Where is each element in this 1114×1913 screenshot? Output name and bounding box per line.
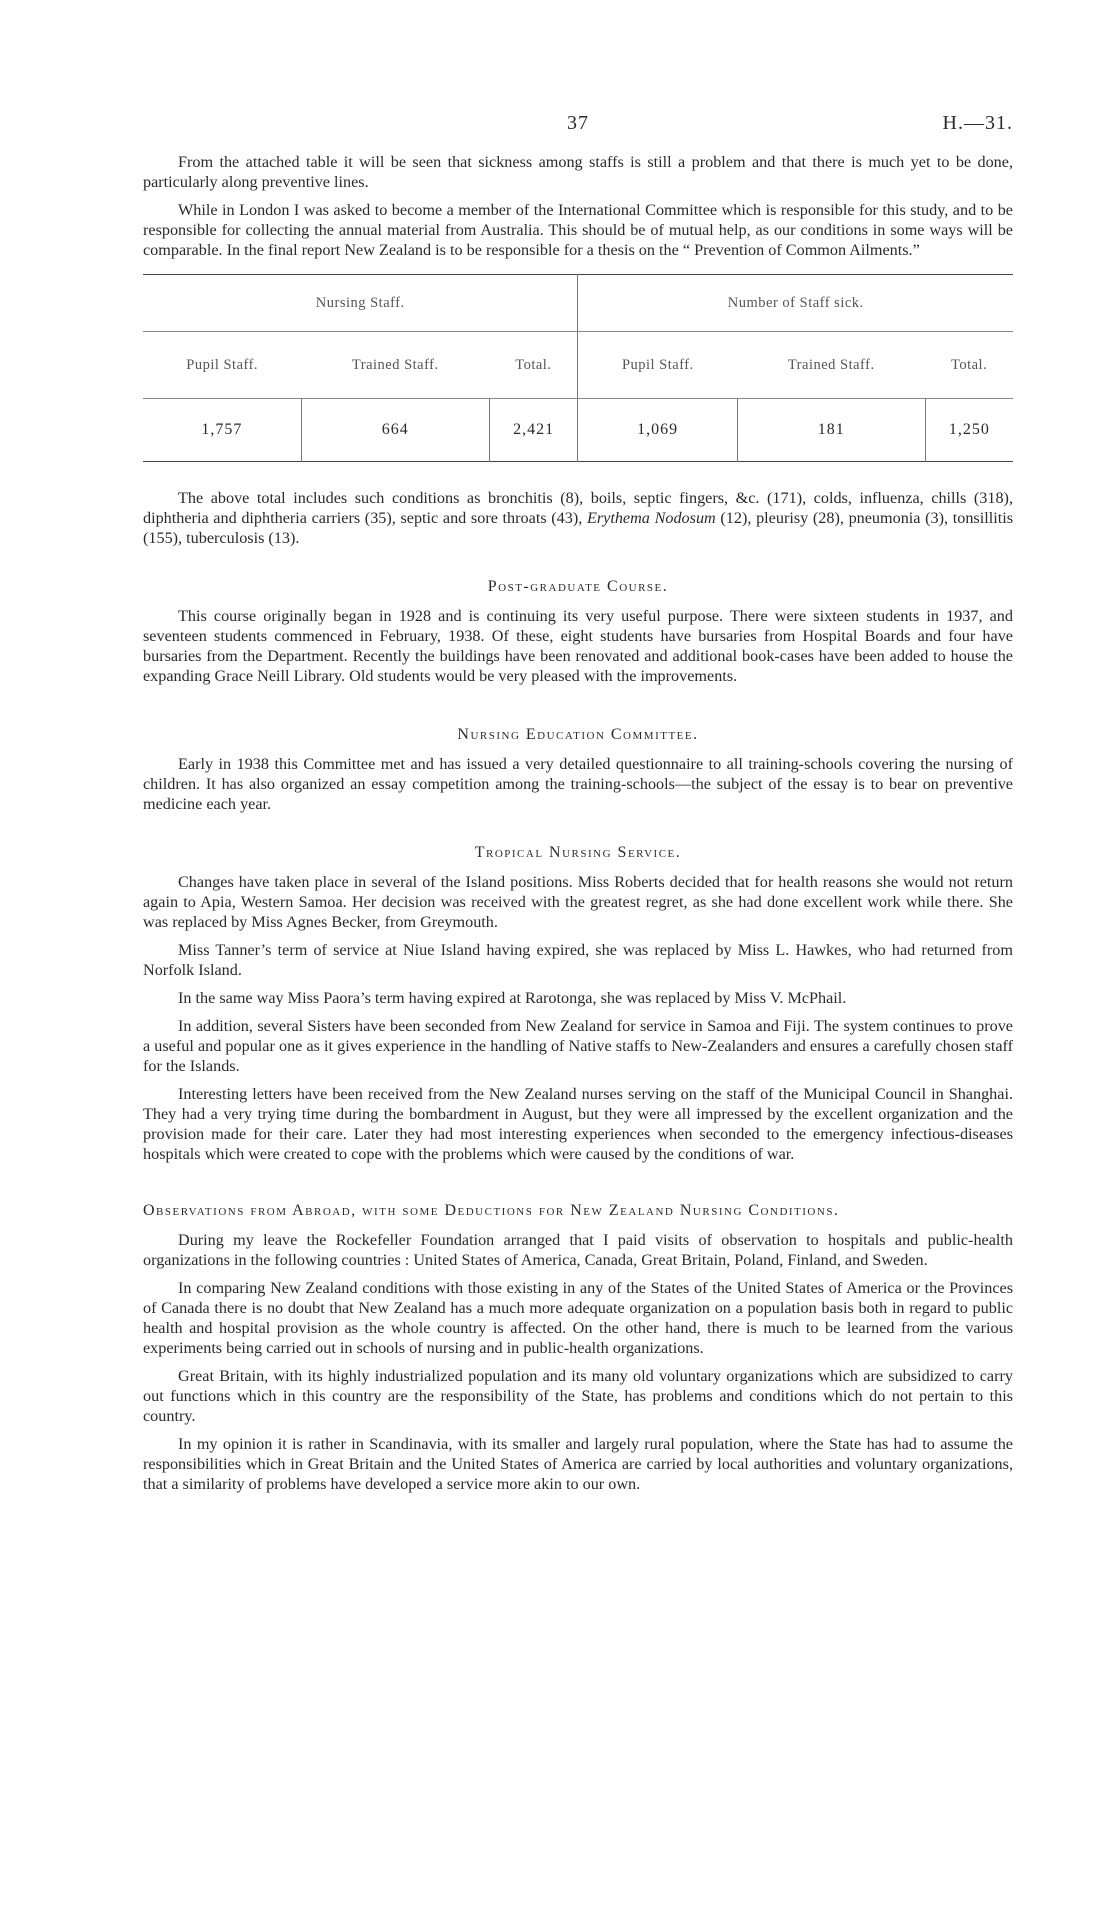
group-header-staff-sick: Number of Staff sick. xyxy=(578,275,1013,332)
column-header: Pupil Staff. xyxy=(143,332,301,399)
column-header: Pupil Staff. xyxy=(578,332,737,399)
table-cell: 1,069 xyxy=(578,399,737,462)
table-note-text-end: (12), pleurisy (28), pneumonia (3), tonsillitis (155), tuberculosis (13). xyxy=(143,509,1014,547)
heading-post-graduate-course: Post-graduate Course. xyxy=(487,578,669,595)
group-header-nursing-staff: Nursing Staff. xyxy=(143,275,578,332)
heading-observations-from-abroad: Observations from Abroad, with some Deductions for New Zealand Nursing Conditions. xyxy=(143,1202,840,1219)
heading-tropical-nursing-service: Tropical Nursing Service. xyxy=(474,844,682,861)
table-note-paragraph xyxy=(143,488,1013,548)
document-page xyxy=(143,112,1013,1502)
tropical-nursing-paragraph-2: Miss Tanner’s term of service at Niue Island having expired, she was replaced by Miss L. Hawkes, who had returned from Norfolk Island. xyxy=(143,941,1013,979)
observations-paragraph-3: Great Britain, with its highly industrialized population and its many old voluntary organizations which are subsidized to carry out functions which in this country are the responsibility of the State, has problems and conditions which do not pertain to this country. xyxy=(143,1367,1013,1425)
table-column-header-row xyxy=(143,332,1013,399)
column-header: Trained Staff. xyxy=(301,332,489,399)
table-note-italic-term: Erythema Nodosum xyxy=(586,509,716,527)
tropical-nursing-paragraph-5: Interesting letters have been received from the New Zealand nurses serving on the staff of the Municipal Council in Shanghai. They had a very trying time during the bombardment in August, but they were all impressed by the excellent organization and the provision made for their care. Later they had most interesting experiences when seconded to the emergency infectious-diseases hospitals which were created to cope with the problems which were caused by the conditions of war. xyxy=(143,1085,1013,1163)
page-header xyxy=(143,112,1013,152)
table-cell: 2,421 xyxy=(489,399,578,462)
table-cell: 181 xyxy=(737,399,925,462)
staff-sickness-table xyxy=(143,274,1013,462)
table-cell: 664 xyxy=(301,399,489,462)
document-reference: H.—31. xyxy=(942,112,1013,134)
table-cell: 1,757 xyxy=(143,399,301,462)
intro-paragraph-1: From the attached table it will be seen that sickness among staffs is still a problem and that there is much yet to be done, particularly along preventive lines. xyxy=(143,153,1013,191)
table-row xyxy=(143,399,1013,462)
heading-nursing-education-committee: Nursing Education Committee. xyxy=(457,726,699,743)
tropical-nursing-paragraph-1: Changes have taken place in several of the Island positions. Miss Roberts decided that for health reasons she would not return again to Apia, Western Samoa. Her decision was received with the greatest regret, as she had done excellent work while there. She was replaced by Miss Agnes Becker, from Greymouth. xyxy=(143,873,1013,931)
observations-paragraph-4: In my opinion it is rather in Scandinavia, with its smaller and largely rural population, where the State has had to assume the responsibilities which in Great Britain and the United States of America are carried by local authorities and voluntary organizations, that a similarity of problems have developed a service more akin to our own. xyxy=(143,1435,1013,1493)
table-cell: 1,250 xyxy=(948,421,990,438)
observations-paragraph-1: During my leave the Rockefeller Foundation arranged that I paid visits of observation to hospitals and public-health organizations in the following countries : United States of America, Canada, Great Britain, Poland, Finland, and Sweden. xyxy=(143,1231,1013,1269)
page-number: 37 xyxy=(567,112,589,134)
column-header: Trained Staff. xyxy=(737,332,925,399)
table-group-header-row xyxy=(143,275,1013,332)
intro-paragraph-2: While in London I was asked to become a member of the International Committee which is responsible for this study, and to be responsible for collecting the annual material from Australia. This should be of mutual help, as our conditions in some ways will be comparable. In the final report New Zealand is to be responsible for a thesis on the “ Prevention of Common Ailments.” xyxy=(143,201,1013,259)
observations-paragraph-2: In comparing New Zealand conditions with those existing in any of the States of the United States of America or the Provinces of Canada there is no doubt that New Zealand has a much more adequate organization on a population basis both in regard to public health and hospital provision as the whole country is affected. On the other hand, there is much to be learned from the various experiments being carried out in schools of nursing and in public-health organizations. xyxy=(143,1279,1013,1357)
tropical-nursing-paragraph-4: In addition, several Sisters have been seconded from New Zealand for service in Samoa and Fiji. The system continues to prove a useful and popular one as it gives experience in the handling of Native staffs to New-Zealanders and ensures a carefully chosen staff for the Islands. xyxy=(143,1017,1013,1075)
nursing-education-paragraph-1: Early in 1938 this Committee met and has issued a very detailed questionnaire to all training-schools covering the nursing of children. It has also organized an essay competition among the training-schools—the subject of the essay is to bear on preventive medicine each year. xyxy=(143,755,1013,813)
column-header: Total. xyxy=(489,332,578,399)
column-header: Total. xyxy=(925,332,1013,399)
table-note-text: The above total includes such conditions as bronchitis (8), boils, septic fingers, &c. (171), colds, influenza, chills (318), diphtheria and diphtheria carriers (35), septic and sore throats (43), xyxy=(143,489,1013,527)
tropical-nursing-paragraph-3: In the same way Miss Paora’s term having expired at Rarotonga, she was replaced by Miss V. McPhail. xyxy=(178,989,847,1007)
post-graduate-paragraph-1: This course originally began in 1928 and is continuing its very useful purpose. There were sixteen students in 1937, and seventeen students commenced in February, 1938. Of these, eight students have bursaries from Hospital Boards and four have bursaries from the Department. Recently the buildings have been renovated and additional book-cases have been added to house the expanding Grace Neill Library. Old students would be very pleased with the improvements. xyxy=(143,607,1013,685)
